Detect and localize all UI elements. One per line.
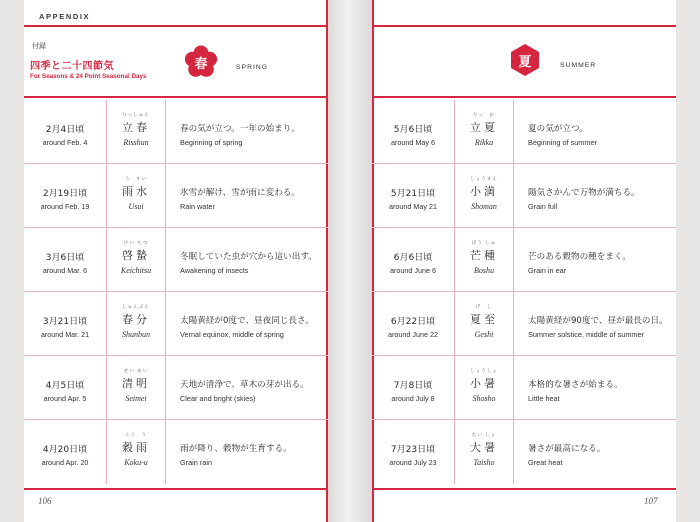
table-row <box>372 228 676 292</box>
term-kanji: 啓蟄 <box>122 249 150 262</box>
summer-header <box>372 25 676 98</box>
term-romaji: Taisho <box>473 458 495 467</box>
date-en: around Apr. 5 <box>43 394 87 403</box>
seasonal-days-table <box>372 100 676 482</box>
bottom-rule <box>24 488 328 490</box>
appendix-label: 付録 <box>32 42 46 50</box>
date-en: around Feb. 19 <box>40 202 90 211</box>
table-row <box>24 228 328 292</box>
table-row <box>24 420 328 484</box>
term-romaji: Geshi <box>474 330 494 339</box>
date-ja: 3月21日頃 <box>42 317 88 327</box>
date-ja: 2月19日頃 <box>42 189 88 199</box>
furigana: しゅんぶん <box>122 305 150 310</box>
season-label: SPRING <box>236 64 269 71</box>
bottom-rule <box>372 488 676 490</box>
term-kanji: 穀雨 <box>122 441 150 454</box>
date-ja: 7月23日頃 <box>390 445 436 455</box>
season-kanji: 夏 <box>518 54 532 70</box>
desc-ja: 夏の気が立つ。 <box>528 124 588 134</box>
furigana: りっ か <box>473 113 495 118</box>
furigana: けい ちつ <box>123 241 149 246</box>
desc-ja: 春の気が立つ。一年の始まり。 <box>180 124 300 134</box>
desc-ja: 太陽黄経が90度で、昼が最長の日。 <box>528 316 668 326</box>
desc-en: Beginning of spring <box>180 138 243 147</box>
desc-en: Great heat <box>528 458 563 467</box>
desc-en: Clear and bright (skies) <box>180 394 256 403</box>
table-row <box>372 100 676 164</box>
term-romaji: Shunbun <box>122 330 150 339</box>
page-number: 106 <box>38 496 52 506</box>
table-row <box>372 292 676 356</box>
desc-en: Little heat <box>528 394 560 403</box>
desc-en: Summer solstice, middle of summer <box>528 330 644 339</box>
date-en: around Mar. 21 <box>40 330 90 339</box>
desc-ja: 陽気さかんで万物が満ちる。 <box>528 188 640 198</box>
table-row <box>372 356 676 420</box>
date-en: around June 6 <box>390 266 436 275</box>
furigana: しょうまん <box>470 177 498 182</box>
desc-ja: 冬眠していた虫が穴から這い出す。 <box>180 252 317 262</box>
furigana: しょうしょ <box>470 369 498 374</box>
desc-en: Grain rain <box>180 458 213 467</box>
date-en: around Apr. 20 <box>41 458 89 467</box>
term-kanji: 小満 <box>470 185 498 198</box>
desc-en: Beginning of summer <box>528 138 597 147</box>
furigana: こく う <box>125 433 147 438</box>
date-en: around Feb. 4 <box>42 138 88 147</box>
furigana: りっしゅん <box>122 113 150 118</box>
desc-en: Rain water <box>180 202 215 211</box>
date-en: around Mar. 6 <box>42 266 88 275</box>
date-ja: 4月20日頃 <box>42 445 88 455</box>
desc-en: Grain in ear <box>528 266 567 275</box>
desc-ja: 雨が降り、穀物が生育する。 <box>180 444 292 454</box>
desc-ja: 本格的な暑さが始まる。 <box>528 380 623 390</box>
term-romaji: Risshun <box>123 138 149 147</box>
book-gutter <box>328 0 372 522</box>
term-kanji: 立春 <box>122 121 150 134</box>
term-romaji: Seimei <box>125 394 147 403</box>
running-head: APPENDIX <box>39 12 91 21</box>
furigana: げ し <box>475 305 493 310</box>
season-kanji: 春 <box>194 56 208 72</box>
seasonal-days-table <box>24 100 328 482</box>
furigana: ぼう しゅ <box>471 241 497 246</box>
date-ja: 5月6日頃 <box>393 125 433 135</box>
date-en: around July 8 <box>391 394 435 403</box>
date-en: around July 23 <box>389 458 437 467</box>
term-kanji: 清明 <box>122 377 150 390</box>
season-label: SUMMER <box>560 62 597 69</box>
term-romaji: Usui <box>128 202 144 211</box>
term-romaji: Boshu <box>474 266 494 275</box>
term-kanji: 芒種 <box>470 249 498 262</box>
page-107 <box>372 0 676 522</box>
desc-en: Awakening of insects <box>180 266 249 275</box>
term-kanji: 小暑 <box>470 377 498 390</box>
term-romaji: Shoman <box>471 202 497 211</box>
term-romaji: Shosho <box>472 394 496 403</box>
desc-en: Grain full <box>528 202 558 211</box>
spring-header <box>24 25 328 98</box>
term-kanji: 立夏 <box>470 121 498 134</box>
page-106 <box>24 0 328 522</box>
term-romaji: Koku-u <box>124 458 148 467</box>
term-romaji: Keichitsu <box>120 266 152 275</box>
page-subtitle: For Seasons & 24 Point Seasonal Days <box>30 73 147 80</box>
term-kanji: 夏至 <box>470 313 498 326</box>
date-ja: 7月8日頃 <box>393 381 433 391</box>
furigana: う すい <box>125 177 147 182</box>
table-row <box>24 100 328 164</box>
term-kanji: 雨水 <box>122 185 150 198</box>
date-ja: 6月22日頃 <box>390 317 436 327</box>
term-kanji: 春分 <box>122 313 150 326</box>
date-ja: 4月5日頃 <box>45 381 85 391</box>
date-en: around May 21 <box>389 202 437 211</box>
table-row <box>24 164 328 228</box>
page-title: 四季と二十四節気 <box>30 61 114 72</box>
desc-en: Vernal equinox, middle of spring <box>180 330 284 339</box>
page-number: 107 <box>644 496 658 506</box>
desc-ja: 太陽黄経が0度で、昼夜同じ長さ。 <box>180 316 314 326</box>
term-kanji: 大暑 <box>470 441 498 454</box>
desc-ja: 氷雪が解け、雪が雨に変わる。 <box>180 188 300 198</box>
date-en: around June 22 <box>388 330 438 339</box>
plum-blossom-icon <box>184 45 218 79</box>
date-ja: 6月6日頃 <box>393 253 433 263</box>
desc-ja: 芒のある穀物の種をまく。 <box>528 252 631 262</box>
table-row <box>24 356 328 420</box>
term-romaji: Rikka <box>474 138 494 147</box>
hexagon-icon <box>508 43 542 77</box>
table-row <box>372 164 676 228</box>
desc-ja: 暑さが最高になる。 <box>528 444 606 454</box>
date-ja: 3月6日頃 <box>45 253 85 263</box>
furigana: たい しょ <box>471 433 497 438</box>
date-en: around May 6 <box>391 138 435 147</box>
desc-ja: 天地が清浄で、草木の芽が出る。 <box>180 380 309 390</box>
date-ja: 2月4日頃 <box>45 125 85 135</box>
table-row <box>372 420 676 484</box>
furigana: せい めい <box>123 369 149 374</box>
date-ja: 5月21日頃 <box>390 189 436 199</box>
table-row <box>24 292 328 356</box>
